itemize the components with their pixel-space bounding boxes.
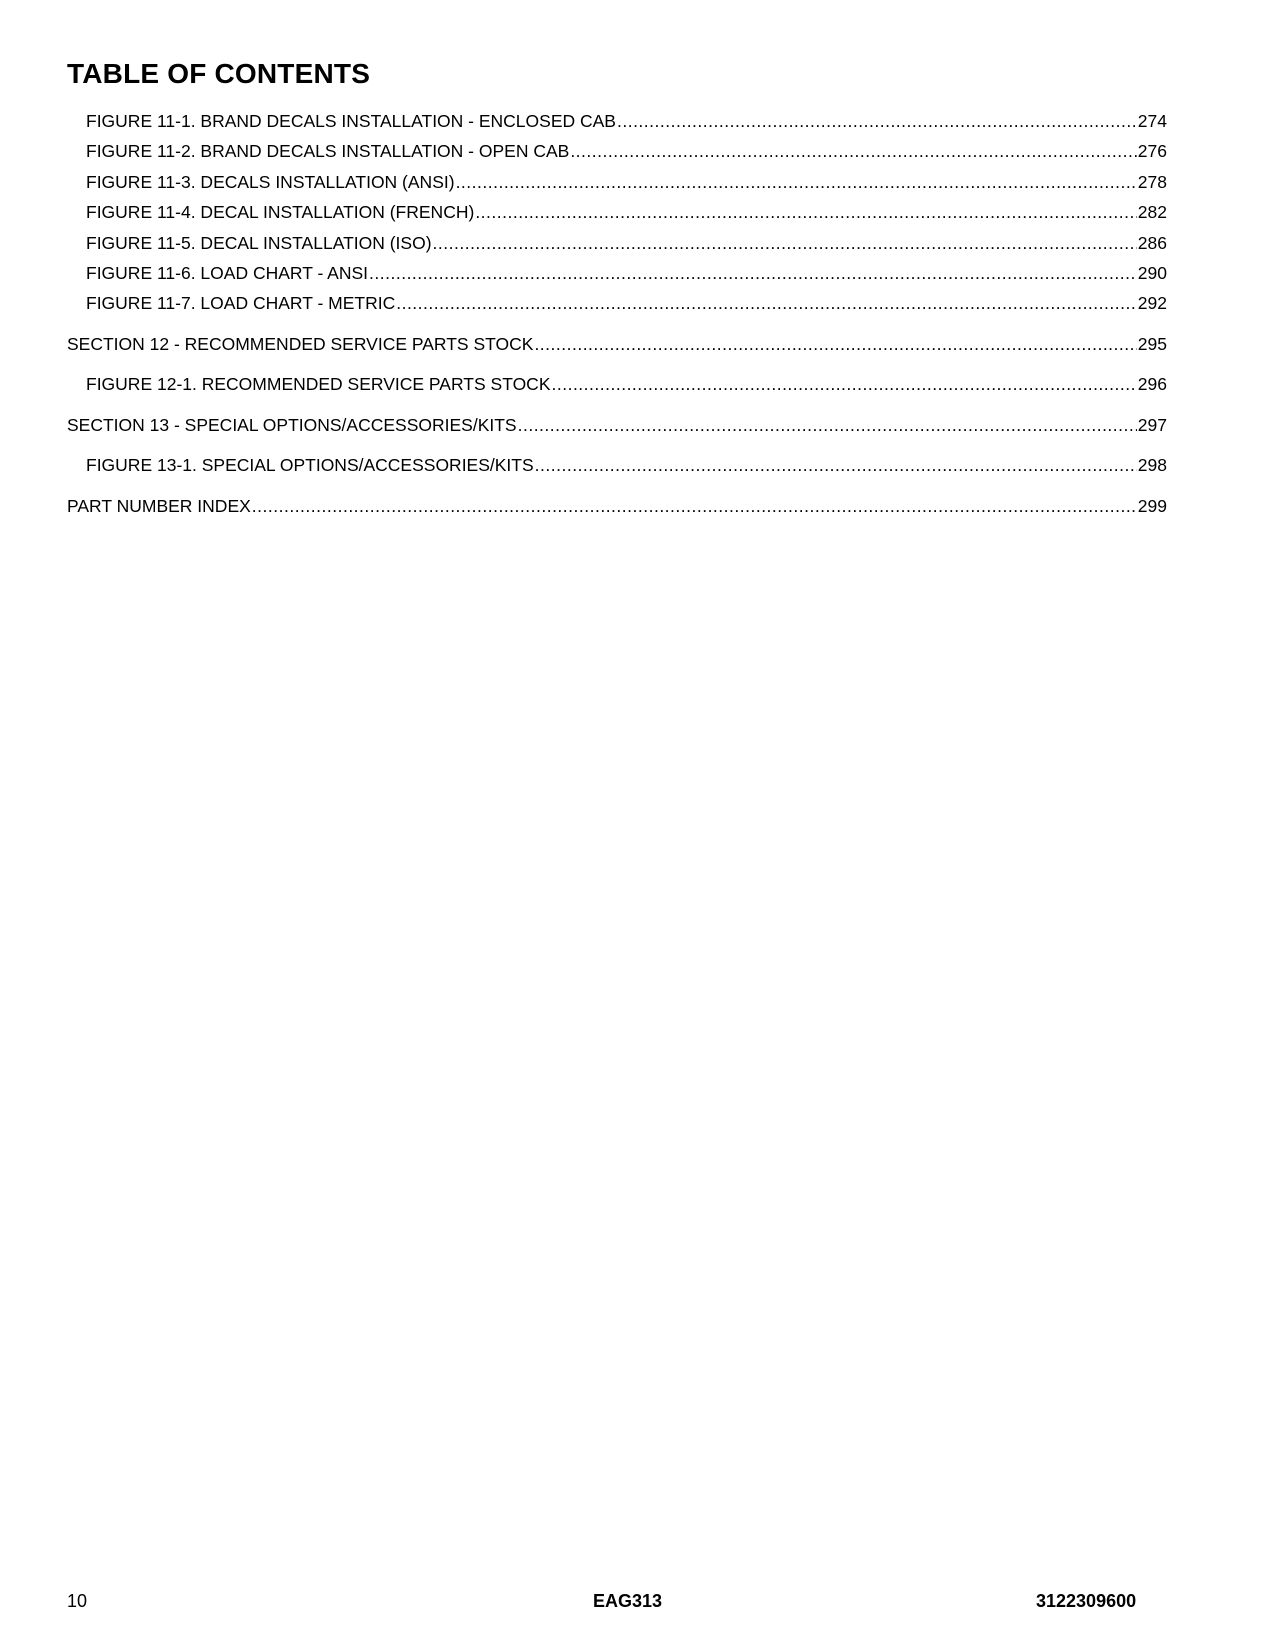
toc-entry-label: FIGURE 11-7. LOAD CHART - METRIC — [86, 293, 396, 313]
toc-entry-page: 286 — [1137, 233, 1167, 253]
toc-leader-dots — [552, 373, 1137, 395]
toc-entry-page: 299 — [1137, 496, 1167, 516]
toc-entry-page: 276 — [1137, 141, 1167, 161]
toc-entry-label: FIGURE 12-1. RECOMMENDED SERVICE PARTS STOCK — [86, 374, 551, 394]
toc-entry-section-12[interactable] — [67, 333, 1167, 355]
page-title: TABLE OF CONTENTS — [67, 58, 371, 89]
toc-entry-label: FIGURE 11-2. BRAND DECALS INSTALLATION - OPEN CAB — [86, 141, 570, 161]
footer-part-number: 3122309600 — [1036, 1591, 1137, 1611]
toc-leader-dots — [518, 414, 1137, 436]
toc-entry-label: FIGURE 11-3. DECALS INSTALLATION (ANSI) — [86, 172, 455, 192]
toc-entry-page: 298 — [1137, 455, 1167, 475]
toc-entry-section-13[interactable] — [67, 414, 1167, 436]
toc-entry-page: 292 — [1137, 293, 1167, 313]
toc-entry-label: SECTION 12 - RECOMMENDED SERVICE PARTS STOCK — [67, 334, 534, 354]
toc-entry-figure-11-3[interactable] — [86, 171, 1167, 193]
toc-entry-figure-11-2[interactable] — [86, 140, 1167, 162]
footer-page-number: 10 — [67, 1591, 88, 1611]
toc-entry-part-number-index[interactable] — [67, 495, 1167, 517]
toc-leader-dots — [433, 232, 1137, 254]
toc-leader-dots — [456, 171, 1137, 193]
toc-entry-label: FIGURE 11-4. DECAL INSTALLATION (FRENCH) — [86, 202, 475, 222]
toc-entry-page: 297 — [1137, 415, 1167, 435]
toc-entry-page: 278 — [1137, 172, 1167, 192]
toc-entry-figure-11-6[interactable] — [86, 262, 1167, 284]
toc-entry-figure-13-1[interactable] — [86, 454, 1167, 476]
toc-leader-dots — [535, 454, 1137, 476]
toc-entry-label: FIGURE 11-5. DECAL INSTALLATION (ISO) — [86, 233, 432, 253]
toc-leader-dots — [570, 140, 1136, 162]
toc-entry-figure-11-7[interactable] — [86, 292, 1167, 314]
toc-entry-figure-12-1[interactable] — [86, 373, 1167, 395]
toc-entry-page: 290 — [1137, 263, 1167, 283]
toc-leader-dots — [617, 110, 1137, 132]
toc-entry-page: 295 — [1137, 334, 1167, 354]
toc-leader-dots — [252, 495, 1137, 517]
toc-entry-label: FIGURE 11-1. BRAND DECALS INSTALLATION - ENCLOSED CAB — [86, 111, 616, 131]
toc-entry-page: 274 — [1137, 111, 1167, 131]
toc-leader-dots — [396, 292, 1137, 314]
toc-leader-dots — [475, 201, 1136, 223]
toc-leader-dots — [534, 333, 1136, 355]
toc-entry-label: SECTION 13 - SPECIAL OPTIONS/ACCESSORIES/KITS — [67, 415, 517, 435]
toc-entry-label: FIGURE 13-1. SPECIAL OPTIONS/ACCESSORIES/KITS — [86, 455, 534, 475]
toc-entry-page: 296 — [1137, 374, 1167, 394]
toc-entry-label: FIGURE 11-6. LOAD CHART - ANSI — [86, 263, 369, 283]
toc-entry-figure-11-4[interactable] — [86, 201, 1167, 223]
toc-entry-label: PART NUMBER INDEX — [67, 496, 251, 516]
toc-entry-figure-11-1[interactable] — [86, 110, 1167, 132]
toc-leader-dots — [369, 262, 1137, 284]
toc-entry-page: 282 — [1137, 202, 1167, 222]
toc-entry-figure-11-5[interactable] — [86, 232, 1167, 254]
footer-doc-code: EAG313 — [593, 1591, 663, 1611]
